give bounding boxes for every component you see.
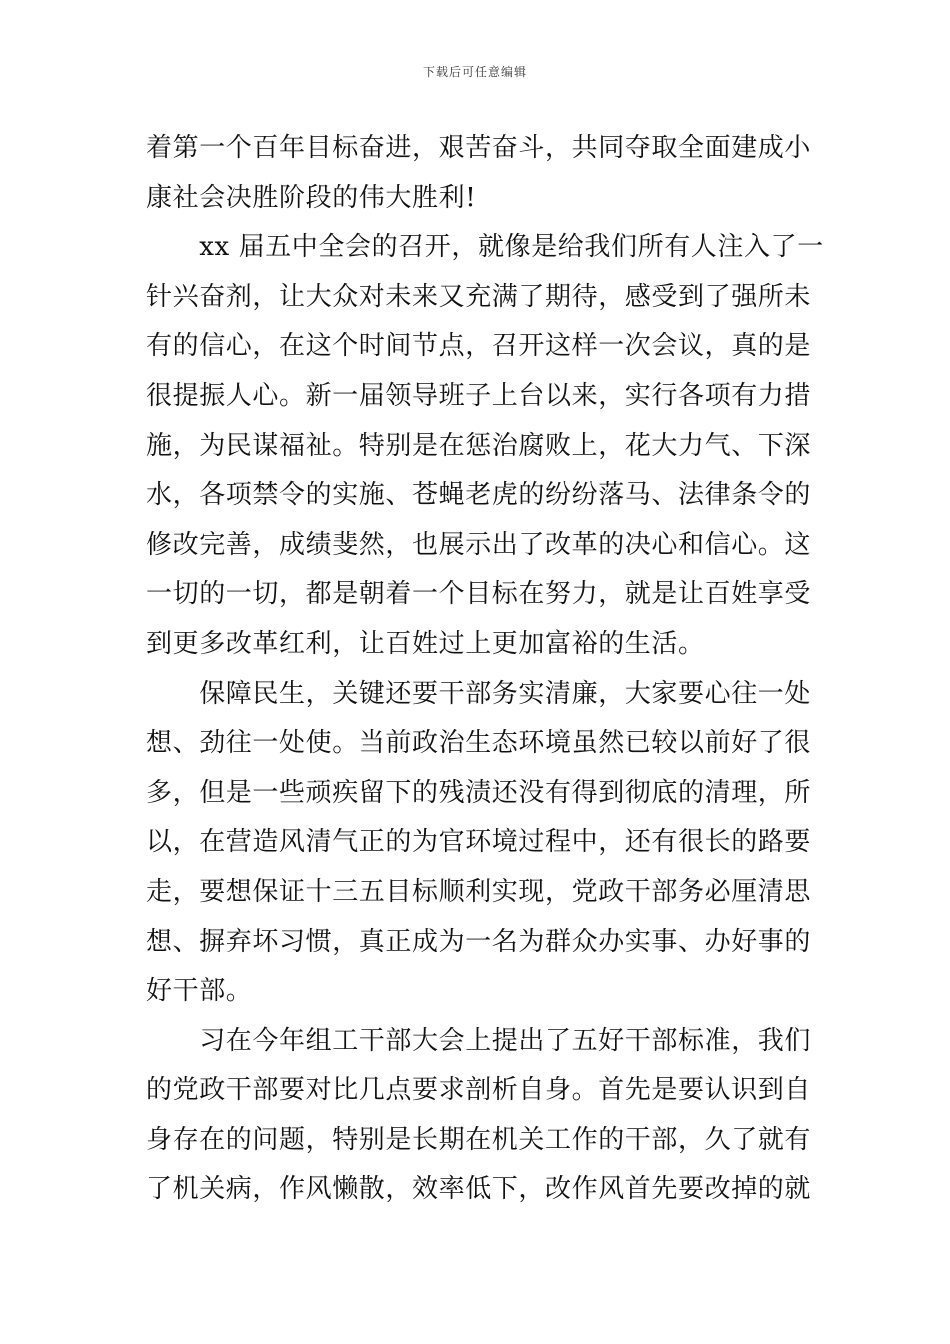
text-line: 以，在营造风清气正的为官环境过程中，还有很长的路要 — [146, 827, 812, 858]
text-line: 着第一个百年目标奋进，艰苦奋斗，共同夺取全面建成小 — [146, 133, 812, 163]
text-line: 针兴奋剂，让大众对未来又充满了期待，感受到了强所未 — [146, 281, 812, 312]
text-line: 修改完善，成绩斐然，也展示出了改革的决心和信心。这 — [146, 529, 812, 560]
text-line: 身存在的问题，特别是长期在机关工作的干部，久了就有 — [146, 1124, 812, 1155]
text-line: 康社会决胜阶段的伟大胜利! — [146, 182, 477, 213]
text-line: 一切的一切，都是朝着一个目标在努力，就是让百姓享受 — [146, 579, 812, 610]
text-line: 水，各项禁令的实施、苍蝇老虎的纷纷落马、法律条令的 — [146, 480, 812, 511]
text-line: xx 届五中全会的召开，就像是给我们所有人注入了一 — [146, 232, 824, 263]
text-line: 到更多改革红利，让百姓过上更加富裕的生活。 — [146, 628, 705, 659]
text-line: 有的信心，在这个时间节点，召开这样一次会议，真的是 — [146, 331, 812, 362]
text-line: 很提振人心。新一届领导班子上台以来，实行各项有力措 — [146, 380, 812, 411]
body-text — [146, 124, 824, 1215]
text-line: 想、劲往一处使。当前政治生态环境虽然已较以前好了很 — [146, 728, 812, 759]
text-line: 了机关病，作风懒散，效率低下，改作风首先要改掉的就 — [146, 1174, 812, 1205]
text-line: 习在今年组工干部大会上提出了五好干部标准，我们 — [146, 1025, 812, 1056]
text-line: 想、摒弃坏习惯，真正成为一名为群众办实事、办好事的 — [146, 926, 812, 957]
page-header: 下载后可任意编辑 — [422, 65, 527, 79]
text-line: 多，但是一些顽疾留下的残渍还没有得到彻底的清理，所 — [146, 777, 812, 808]
text-line: 走，要想保证十三五目标顺利实现，党政干部务必厘清思 — [146, 876, 812, 907]
text-line: 的党政干部要对比几点要求剖析自身。首先是要认识到自 — [146, 1075, 812, 1106]
text-line: 保障民生，关键还要干部务实清廉，大家要心往一处 — [146, 678, 812, 709]
text-line: 施，为民谋福祉。特别是在惩治腐败上，花大力气、下深 — [146, 430, 812, 461]
text-line: 好干部。 — [146, 976, 253, 1007]
